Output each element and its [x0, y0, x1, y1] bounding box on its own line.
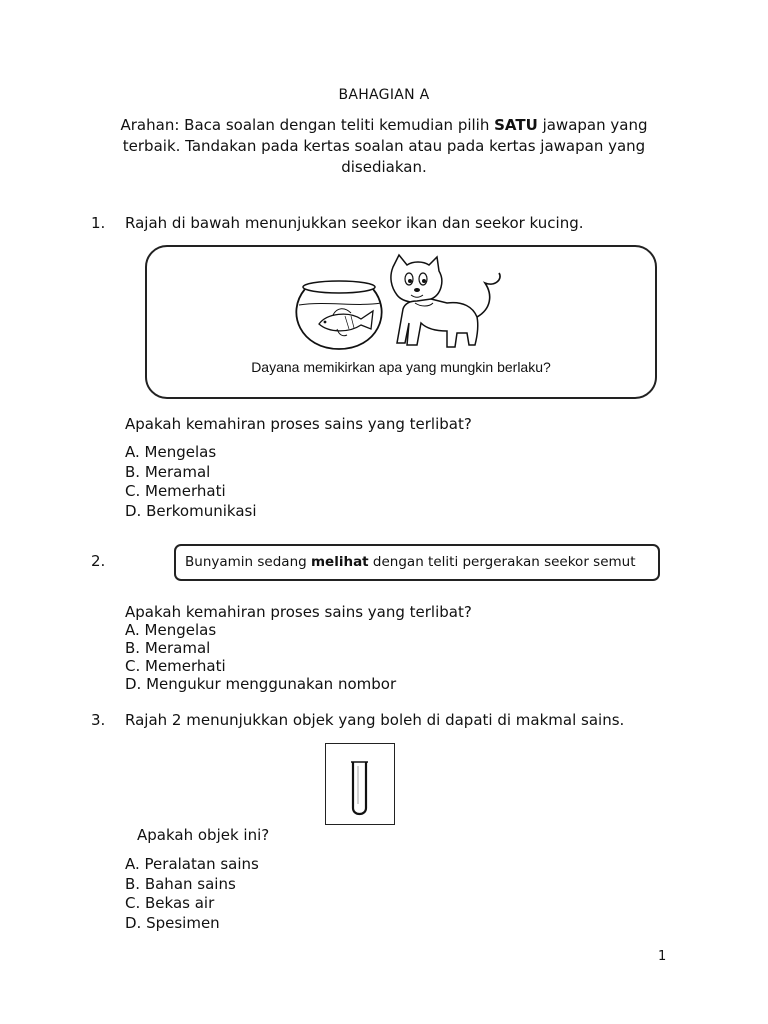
question-1-prompt: Apakah kemahiran proses sains yang terlibat?: [125, 415, 472, 433]
question-2-statement-emphasis: melihat: [310, 554, 369, 570]
instructions-prefix: Arahan: Baca soalan dengan teliti kemudian pilih: [120, 116, 495, 134]
question-2-statement: [185, 554, 636, 570]
cat-icon: [391, 255, 500, 347]
question-3-option-a[interactable]: A. Peralatan sains: [125, 855, 259, 873]
fish-and-cat-illustration: [287, 253, 517, 355]
question-3-option-c[interactable]: C. Bekas air: [125, 894, 215, 912]
question-3-option-b[interactable]: B. Bahan sains: [125, 874, 236, 893]
instructions-suffix: jawapan yang terbaik. Tandakan pada kertas soalan atau pada kertas jawapan yang disediakan.: [122, 116, 648, 176]
question-2-prompt: Apakah kemahiran proses sains yang terlibat?: [125, 603, 472, 621]
question-1-option-a[interactable]: A. Mengelas: [125, 443, 217, 461]
question-2-option-c[interactable]: C. Memerhati: [125, 657, 226, 675]
question-2-option-a[interactable]: A. Mengelas: [125, 621, 217, 639]
question-1-options: [125, 443, 257, 521]
instructions-emphasis: SATU: [494, 116, 538, 134]
question-1-box-caption: Dayana memikirkan apa yang mungkin berlaku?: [251, 359, 551, 375]
question-1-stem: Rajah di bawah menunjukkan seekor ikan dan seekor kucing.: [125, 214, 584, 232]
question-2-number: 2.: [91, 552, 106, 570]
question-2-statement-suffix: dengan teliti pergerakan seekor semut: [368, 554, 636, 570]
question-3-stem: Rajah 2 menunjukkan objek yang boleh di dapati di makmal sains.: [125, 711, 625, 729]
question-3-number: 3.: [91, 711, 106, 729]
test-tube-icon: [326, 744, 393, 823]
question-3-figure-box: [325, 743, 395, 825]
question-3-option-d[interactable]: D. Spesimen: [125, 913, 220, 932]
question-1-option-d[interactable]: D. Berkomunikasi: [125, 501, 257, 520]
question-3-prompt: Apakah objek ini?: [137, 826, 270, 844]
question-1-option-b[interactable]: B. Meramal: [125, 462, 211, 481]
question-2-statement-prefix: Bunyamin sedang: [185, 554, 311, 570]
question-1-number: 1.: [91, 214, 106, 232]
question-2-statement-box: [174, 544, 660, 581]
question-1-option-c[interactable]: C. Memerhati: [125, 482, 226, 500]
question-2-option-d[interactable]: D. Mengukur menggunakan nombor: [125, 675, 397, 693]
page-number: 1: [658, 949, 667, 964]
fish-icon: [319, 309, 373, 336]
question-2-options: [125, 621, 396, 693]
question-2-option-b[interactable]: B. Meramal: [125, 639, 211, 657]
question-3-options: [125, 855, 259, 933]
section-title: BAHAGIAN A: [338, 87, 430, 103]
instructions: [108, 115, 660, 178]
question-1-figure-box: [145, 245, 657, 399]
